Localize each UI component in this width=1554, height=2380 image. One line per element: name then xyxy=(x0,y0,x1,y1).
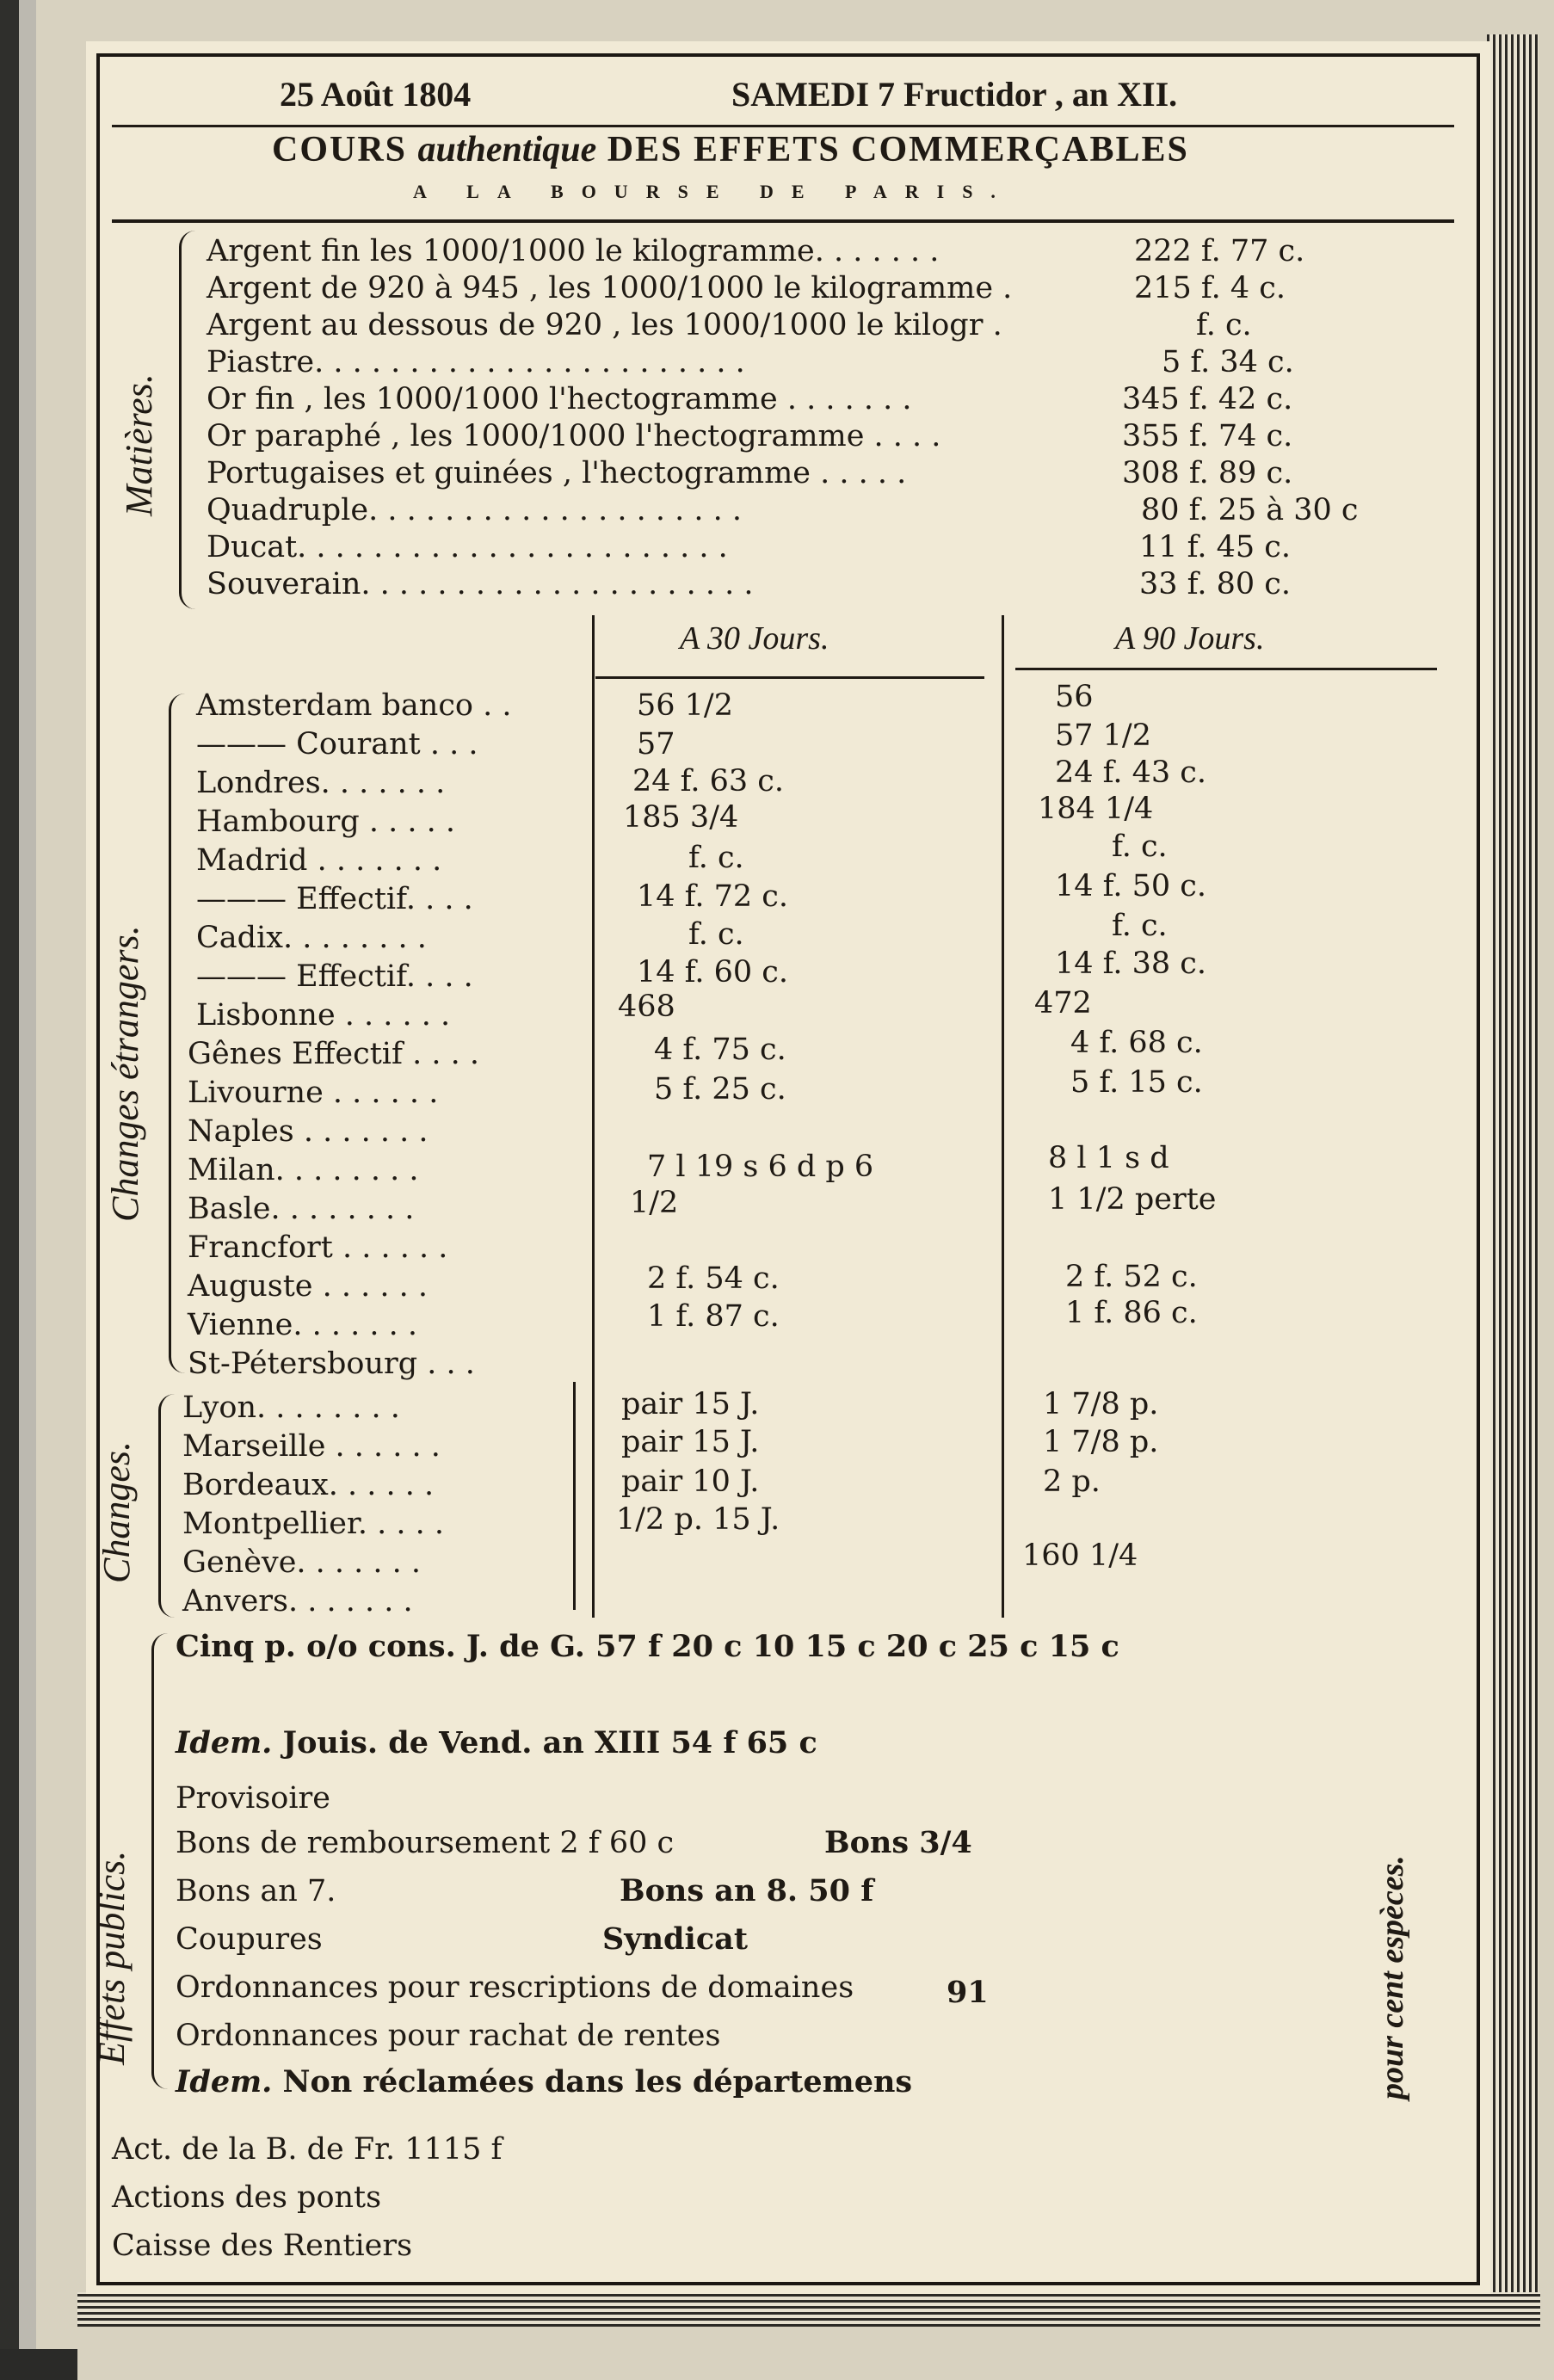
section-label-changes: Changes. xyxy=(96,1441,138,1583)
changes-row-name: Milan. . . . . . . . xyxy=(188,1153,419,1187)
changes-row-90: 56 xyxy=(1055,680,1094,714)
changes-row-90: 1 f. 86 c. xyxy=(1065,1296,1198,1330)
matiere-label: Souverain. . . . . . . . . . . . . . . . . . . . . xyxy=(207,567,754,601)
brace-changes-etrangers xyxy=(169,694,185,1373)
matiere-value: 5 f. 34 c. xyxy=(1162,345,1294,379)
matiere-label: Argent fin les 1000/1000 le kilogramme. . . . . . . xyxy=(207,234,940,268)
changes-row-30: f. c. xyxy=(688,917,744,952)
column-rule-30 xyxy=(595,676,984,679)
changes-row-90: 1 1/2 perte xyxy=(1048,1182,1217,1217)
matiere-value: 345 f. 42 c. xyxy=(1122,382,1293,416)
changes-row-name: Madrid . . . . . . . xyxy=(196,843,442,878)
footer-caisse-rentiers: Caisse des Rentiers xyxy=(112,2229,413,2263)
idem-rest: Jouis. de Vend. an XIII 54 f 65 c xyxy=(282,1725,817,1760)
changes-row-30: 14 f. 72 c. xyxy=(637,879,789,914)
changes-row-30: pair 10 J. xyxy=(621,1464,760,1499)
changes-row-name: Lisbonne . . . . . . xyxy=(196,998,451,1033)
changes-row-30: 1/2 p. 15 J. xyxy=(616,1502,780,1537)
changes-row-name: Montpellier. . . . . xyxy=(182,1507,444,1541)
changes-row-30: 1 f. 87 c. xyxy=(647,1299,780,1334)
title-rule xyxy=(112,219,1454,223)
column-header-30: A 30 Jours. xyxy=(680,620,829,657)
brace-changes xyxy=(158,1394,175,1618)
changes-row-30: 2 f. 54 c. xyxy=(647,1261,780,1296)
effet-bons-an7: Bons an 7. xyxy=(176,1874,336,1908)
matiere-value: 215 f. 4 c. xyxy=(1134,271,1286,305)
scan-corner xyxy=(0,2349,77,2380)
brace-matieres xyxy=(179,231,195,609)
matiere-label: Quadruple. . . . . . . . . . . . . . . . . . . . xyxy=(207,493,742,527)
changes-row-name: Naples . . . . . . . xyxy=(188,1114,429,1149)
changes-row-30: 4 f. 75 c. xyxy=(654,1033,786,1067)
scan-binding-dark xyxy=(0,0,19,2380)
changes-row-name: Anvers. . . . . . . xyxy=(182,1584,413,1619)
changes-row-90: 5 f. 15 c. xyxy=(1070,1065,1203,1100)
matiere-value: 11 f. 45 c. xyxy=(1139,530,1292,564)
effet-syndicat: Syndicat xyxy=(602,1921,748,1957)
matiere-label: Argent de 920 à 945 , les 1000/1000 le kilogramme . xyxy=(207,271,1013,305)
page-title xyxy=(272,129,1189,170)
effet-ordonnances-rentes: Ordonnances pour rachat de rentes xyxy=(176,2019,721,2053)
idem-italic: Idem. xyxy=(176,1725,273,1760)
changes-row-30: pair 15 J. xyxy=(621,1387,760,1421)
changes-row-90: 2 f. 52 c. xyxy=(1065,1260,1198,1294)
changes-row-90: 14 f. 38 c. xyxy=(1055,946,1207,981)
effet-idem-non-reclamees xyxy=(176,2063,912,2101)
footer-actions-ponts: Actions des ponts xyxy=(112,2180,382,2215)
title-prefix: COURS xyxy=(272,130,408,170)
date-gregorian: 25 Août 1804 xyxy=(280,75,472,114)
changes-row-30: 1/2 xyxy=(630,1186,679,1220)
changes-row-30: 5 f. 25 c. xyxy=(654,1072,786,1107)
effet-bons-trois-quarts: Bons 3/4 xyxy=(824,1825,972,1860)
effet-coupures: Coupures xyxy=(176,1922,323,1957)
changes-row-name: St-Pétersbourg . . . xyxy=(188,1347,475,1381)
changes-row-30: 57 xyxy=(637,727,675,761)
matiere-value: f. c. xyxy=(1196,308,1252,342)
changes-row-name: ——— Effectif. . . . xyxy=(196,959,473,994)
side-label-pour-cent: pour cent espèces. xyxy=(1374,1855,1410,2099)
effet-idem-jouissance xyxy=(176,1724,817,1762)
section-label-matieres: Matières. xyxy=(118,373,160,516)
changes-row-90: 57 1/2 xyxy=(1055,718,1151,753)
changes-row-name: Londres. . . . . . . xyxy=(196,766,446,800)
changes-row-name: Cadix. . . . . . . . xyxy=(196,921,427,955)
column-header-90: A 90 Jours. xyxy=(1115,620,1265,657)
changes-row-name: Auguste . . . . . . xyxy=(188,1269,429,1304)
effet-ordonnances-domaines: Ordonnances pour rescriptions de domaines xyxy=(176,1970,854,2005)
section-label-effets-publics: Effets publics. xyxy=(90,1850,133,2065)
changes-row-30: 468 xyxy=(618,990,675,1024)
divider-left xyxy=(592,615,595,1618)
divider-inner-left xyxy=(573,1382,576,1610)
book-page-edges xyxy=(1487,34,1539,2297)
changes-row-90: 14 f. 50 c. xyxy=(1055,869,1207,903)
changes-row-30: 24 f. 63 c. xyxy=(632,764,785,798)
footer-actions-banque: Act. de la B. de Fr. 1115 f xyxy=(112,2132,503,2167)
changes-row-name: Bordeaux. . . . . . xyxy=(182,1468,435,1502)
changes-row-30: f. c. xyxy=(688,841,744,875)
page-subtitle: A LA BOURSE DE PARIS. xyxy=(413,181,1014,202)
matiere-label: Or fin , les 1000/1000 l'hectogramme . . . . . . . xyxy=(207,382,912,416)
title-rest: DES EFFETS COMMERÇABLES xyxy=(607,130,1189,170)
title-italic: authentique xyxy=(417,130,597,170)
changes-row-30: 14 f. 60 c. xyxy=(637,955,789,990)
changes-row-name: Livourne . . . . . . xyxy=(188,1076,439,1110)
changes-row-name: Francfort . . . . . . xyxy=(188,1230,448,1265)
changes-row-90: f. c. xyxy=(1112,909,1168,943)
section-label-changes-etrangers: Changes étrangers. xyxy=(104,925,146,1222)
changes-row-name: Hambourg . . . . . xyxy=(196,805,455,839)
changes-row-name: ——— Effectif. . . . xyxy=(196,882,473,916)
changes-row-name: Basle. . . . . . . . xyxy=(188,1192,415,1226)
matiere-label: Portugaises et guinées , l'hectogramme . . . . . xyxy=(207,456,907,490)
changes-row-name: Amsterdam banco . . xyxy=(196,688,512,723)
column-rule-90 xyxy=(1015,668,1437,670)
matiere-label: Piastre. . . . . . . . . . . . . . . . . . . . . . . xyxy=(207,345,745,379)
effet-bons-remboursement: Bons de remboursement 2 f 60 c xyxy=(176,1826,675,1860)
header-rule xyxy=(112,125,1454,127)
changes-row-90: 1 7/8 p. xyxy=(1043,1387,1159,1421)
idem-rest: Non réclamées dans les départemens xyxy=(282,2064,913,2099)
changes-row-30: 7 l 19 s 6 d p 6 xyxy=(647,1150,874,1184)
effet-ordonnances-value: 91 xyxy=(947,1975,989,2010)
matiere-label: Ducat. . . . . . . . . . . . . . . . . . . . . . . xyxy=(207,530,728,564)
scan-binding-strip xyxy=(19,0,36,2380)
changes-row-30: pair 15 J. xyxy=(621,1425,760,1459)
matiere-value: 355 f. 74 c. xyxy=(1122,419,1293,453)
effet-bons-an8: Bons an 8. 50 f xyxy=(620,1873,874,1908)
book-page-edges-bottom xyxy=(77,2292,1540,2327)
changes-row-name: ——— Courant . . . xyxy=(196,727,478,761)
changes-row-name: Gênes Effectif . . . . xyxy=(188,1037,479,1071)
matiere-value: 80 f. 25 à 30 c xyxy=(1141,493,1359,527)
brace-effets-publics xyxy=(151,1633,168,2089)
effet-provisoire: Provisoire xyxy=(176,1781,330,1816)
changes-row-name: Marseille . . . . . . xyxy=(182,1429,441,1464)
changes-row-30: 56 1/2 xyxy=(637,688,733,723)
changes-row-90: 160 1/4 xyxy=(1022,1538,1138,1573)
matiere-value: 33 f. 80 c. xyxy=(1139,567,1292,601)
changes-row-name: Genève. . . . . . . xyxy=(182,1545,422,1580)
changes-row-90: f. c. xyxy=(1112,829,1168,864)
changes-row-90: 2 p. xyxy=(1043,1464,1101,1499)
changes-row-name: Lyon. . . . . . . . xyxy=(182,1390,400,1425)
date-republican: SAMEDI 7 Fructidor , an XII. xyxy=(731,75,1178,114)
effet-cinq-pour-cent: Cinq p. o/o cons. J. de G. 57 f 20 c 10 15 c 20 c 25 c 15 c xyxy=(176,1629,1119,1664)
changes-row-90: 472 xyxy=(1034,986,1092,1020)
changes-row-90: 8 l 1 s d xyxy=(1048,1141,1169,1175)
idem-italic: Idem. xyxy=(176,2064,273,2099)
changes-row-90: 24 f. 43 c. xyxy=(1055,755,1207,790)
divider-right xyxy=(1002,615,1004,1618)
matiere-value: 308 f. 89 c. xyxy=(1122,456,1293,490)
changes-row-name: Vienne. . . . . . . xyxy=(188,1308,417,1342)
matiere-value: 222 f. 77 c. xyxy=(1134,234,1305,268)
changes-row-90: 4 f. 68 c. xyxy=(1070,1026,1203,1060)
changes-row-30: 185 3/4 xyxy=(623,800,739,835)
changes-row-90: 1 7/8 p. xyxy=(1043,1425,1159,1459)
matiere-label: Argent au dessous de 920 , les 1000/1000 le kilogr . xyxy=(207,308,1002,342)
changes-row-90: 184 1/4 xyxy=(1038,792,1154,826)
matiere-label: Or paraphé , les 1000/1000 l'hectogramme . . . . xyxy=(207,419,941,453)
